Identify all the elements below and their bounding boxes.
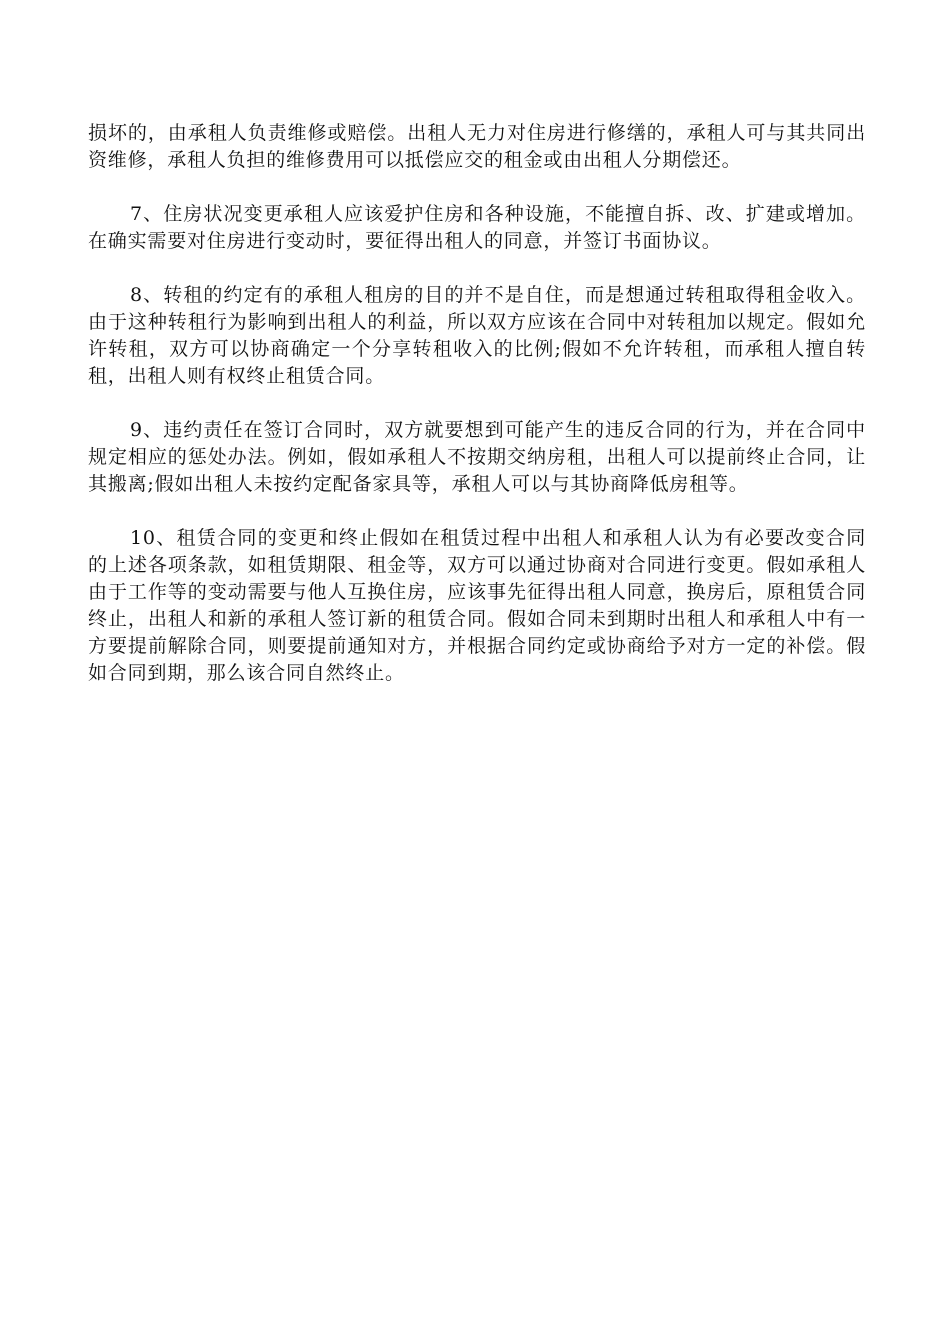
- paragraph-item-10: 10、租赁合同的变更和终止假如在租赁过程中出租人和承租人认为有必要改变合同的上述各项条款，如租赁期限、租金等，双方可以通过协商对合同进行变更。假如承租人由于工作等的变动需要与他人互换住房，应该事先征得出租人同意，换房后，原租赁合同终止，出租人和新的承租人签订新的租赁合同。假如合同未到期时出租人和承租人中有一方要提前解除合同，则要提前通知对方，并根据合同约定或协商给予对方一定的补偿。假如合同到期，那么该合同自然终止。: [88, 527, 866, 684]
- paragraph-item-9: 9、违约责任在签订合同时，双方就要想到可能产生的违反合同的行为，并在合同中规定相应的惩处办法。例如，假如承租人不按期交纳房租，出租人可以提前终止合同，让其搬离;假如出租人未按约定配备家具等，承租人可以与其协商降低房租等。: [88, 419, 866, 495]
- document-body: [88, 120, 866, 714]
- paragraph-item-8: 8、转租的约定有的承租人租房的目的并不是自住，而是想通过转租取得租金收入。由于这种转租行为影响到出租人的利益，所以双方应该在合同中对转租加以规定。假如允许转租，双方可以协商确定一个分享转租收入的比例;假如不允许转租，而承租人擅自转租，出租人则有权终止租赁合同。: [88, 284, 866, 387]
- paragraph-continuation: 损坏的，由承租人负责维修或赔偿。出租人无力对住房进行修缮的，承租人可与其共同出资维修，承租人负担的维修费用可以抵偿应交的租金或由出租人分期偿还。: [88, 122, 866, 171]
- paragraph-item-7: 7、住房状况变更承租人应该爱护住房和各种设施，不能擅自拆、改、扩建或增加。在确实需要对住房进行变动时，要征得出租人的同意，并签订书面协议。: [88, 203, 866, 252]
